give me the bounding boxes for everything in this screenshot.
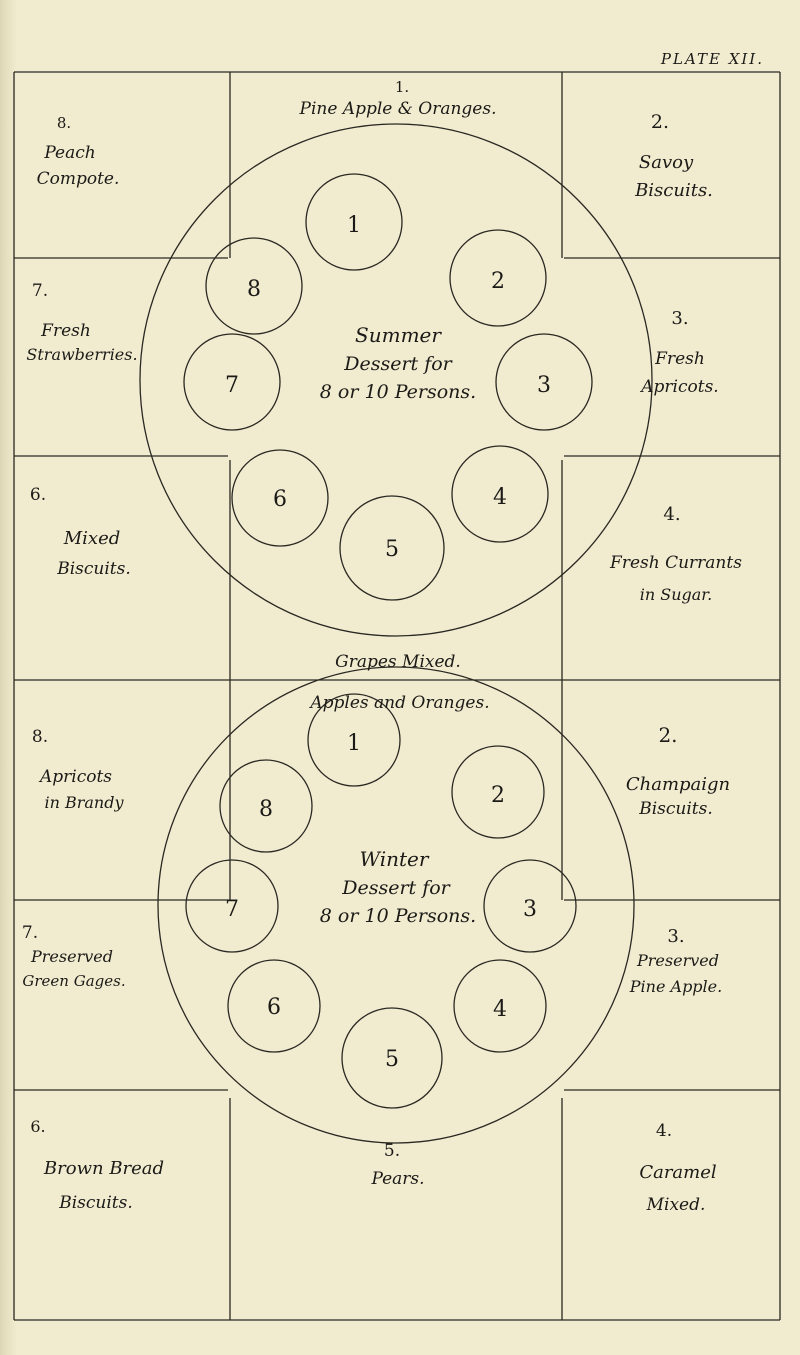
winter-right-2-line2: Biscuits. [639, 799, 713, 819]
winter-left-6-line2: Biscuits. [59, 1193, 133, 1213]
winter-bottom-number: 5. [383, 1141, 401, 1161]
winter-right-2-line1: Champaign [625, 774, 731, 795]
winter-left-8-line2: in Brandy [44, 793, 124, 812]
winter-texts [22, 693, 730, 1215]
summer-top-number: 1. [394, 78, 410, 96]
summer-circle-num-1: 1 [347, 213, 361, 238]
summer-circle-num-6: 6 [273, 487, 287, 512]
summer-circle-num-2: 2 [491, 269, 505, 294]
summer-right-4-number: 4. [663, 504, 681, 525]
summer-left-6-line1: Mixed [63, 528, 121, 549]
winter-circle-num-4: 4 [493, 997, 507, 1022]
winter-left-8-line1: Apricots [39, 767, 113, 787]
winter-left-8-number: 8. [31, 727, 49, 747]
summer-left-7-number: 7. [31, 281, 49, 301]
winter-center-title: Winter [359, 847, 429, 871]
summer-circle-num-7: 7 [225, 373, 239, 398]
winter-right-2-number: 2. [658, 723, 678, 747]
summer-right-2-number: 2. [650, 111, 670, 133]
summer-left-7-line1: Fresh [41, 321, 91, 341]
winter-circle-num-7: 7 [225, 897, 239, 922]
summer-center-title: Summer [355, 323, 441, 347]
summer-bottom-label: Grapes Mixed. [335, 652, 461, 672]
summer-right-4-line1: Fresh Currants [610, 553, 742, 573]
winter-circle-num-1: 1 [347, 731, 361, 756]
summer-circle-num-8: 8 [247, 277, 261, 302]
summer-right-2-line2: Biscuits. [635, 180, 713, 201]
summer-right-3-number: 3. [671, 308, 689, 329]
winter-circle-num-5: 5 [385, 1047, 399, 1072]
summer-center-persons: 8 or 10 Persons. [319, 381, 477, 403]
winter-center-persons: 8 or 10 Persons. [319, 905, 477, 927]
summer-top-label: Pine Apple & Oranges. [299, 99, 497, 119]
summer-right-3-line1: Fresh [655, 349, 705, 369]
summer-circle-num-4: 4 [493, 485, 507, 510]
winter-left-7-line1: Preserved [31, 947, 113, 966]
summer-left-8-line1: Peach [44, 143, 96, 163]
winter-right-3-line1: Preserved [637, 951, 719, 970]
summer-texts [26, 78, 742, 672]
summer-right-3-line2: Apricots. [641, 377, 719, 397]
summer-circle-num-5: 5 [385, 537, 399, 562]
winter-left-7-number: 7. [21, 923, 39, 943]
winter-top-label: Apples and Oranges. [310, 693, 490, 713]
winter-center-subtitle: Dessert for [342, 877, 450, 899]
summer-right-4-line2: in Sugar. [639, 585, 713, 604]
summer-left-8-line2: Compote. [36, 169, 120, 189]
summer-left-6-number: 6. [29, 485, 47, 505]
winter-bottom-label: Pears. [371, 1169, 425, 1189]
summer-center-subtitle: Dessert for [344, 353, 452, 375]
summer-left-7-line2: Strawberries. [26, 345, 138, 364]
winter-circle-num-3: 3 [523, 897, 537, 922]
winter-left-6-line1: Brown Bread [43, 1158, 165, 1179]
summer-right-2-line1: Savoy [638, 152, 694, 173]
winter-right-4-line1: Caramel [639, 1162, 717, 1183]
summer-left-8-number: 8. [56, 114, 72, 132]
winter-right-4-line2: Mixed. [646, 1195, 706, 1215]
winter-right-4-number: 4. [655, 1121, 673, 1141]
winter-right-3-number: 3. [667, 926, 685, 947]
winter-left-6-number: 6. [30, 1117, 46, 1136]
winter-circle-num-8: 8 [259, 797, 273, 822]
summer-left-6-line2: Biscuits. [57, 559, 131, 579]
summer-circle-num-3: 3 [537, 373, 551, 398]
winter-left-7-line2: Green Gages. [22, 972, 126, 990]
winter-right-3-line2: Pine Apple. [629, 977, 723, 996]
winter-circle-num-2: 2 [491, 783, 505, 808]
plate-label: PLATE XII. [660, 50, 764, 68]
winter-circle-num-6: 6 [267, 995, 281, 1020]
